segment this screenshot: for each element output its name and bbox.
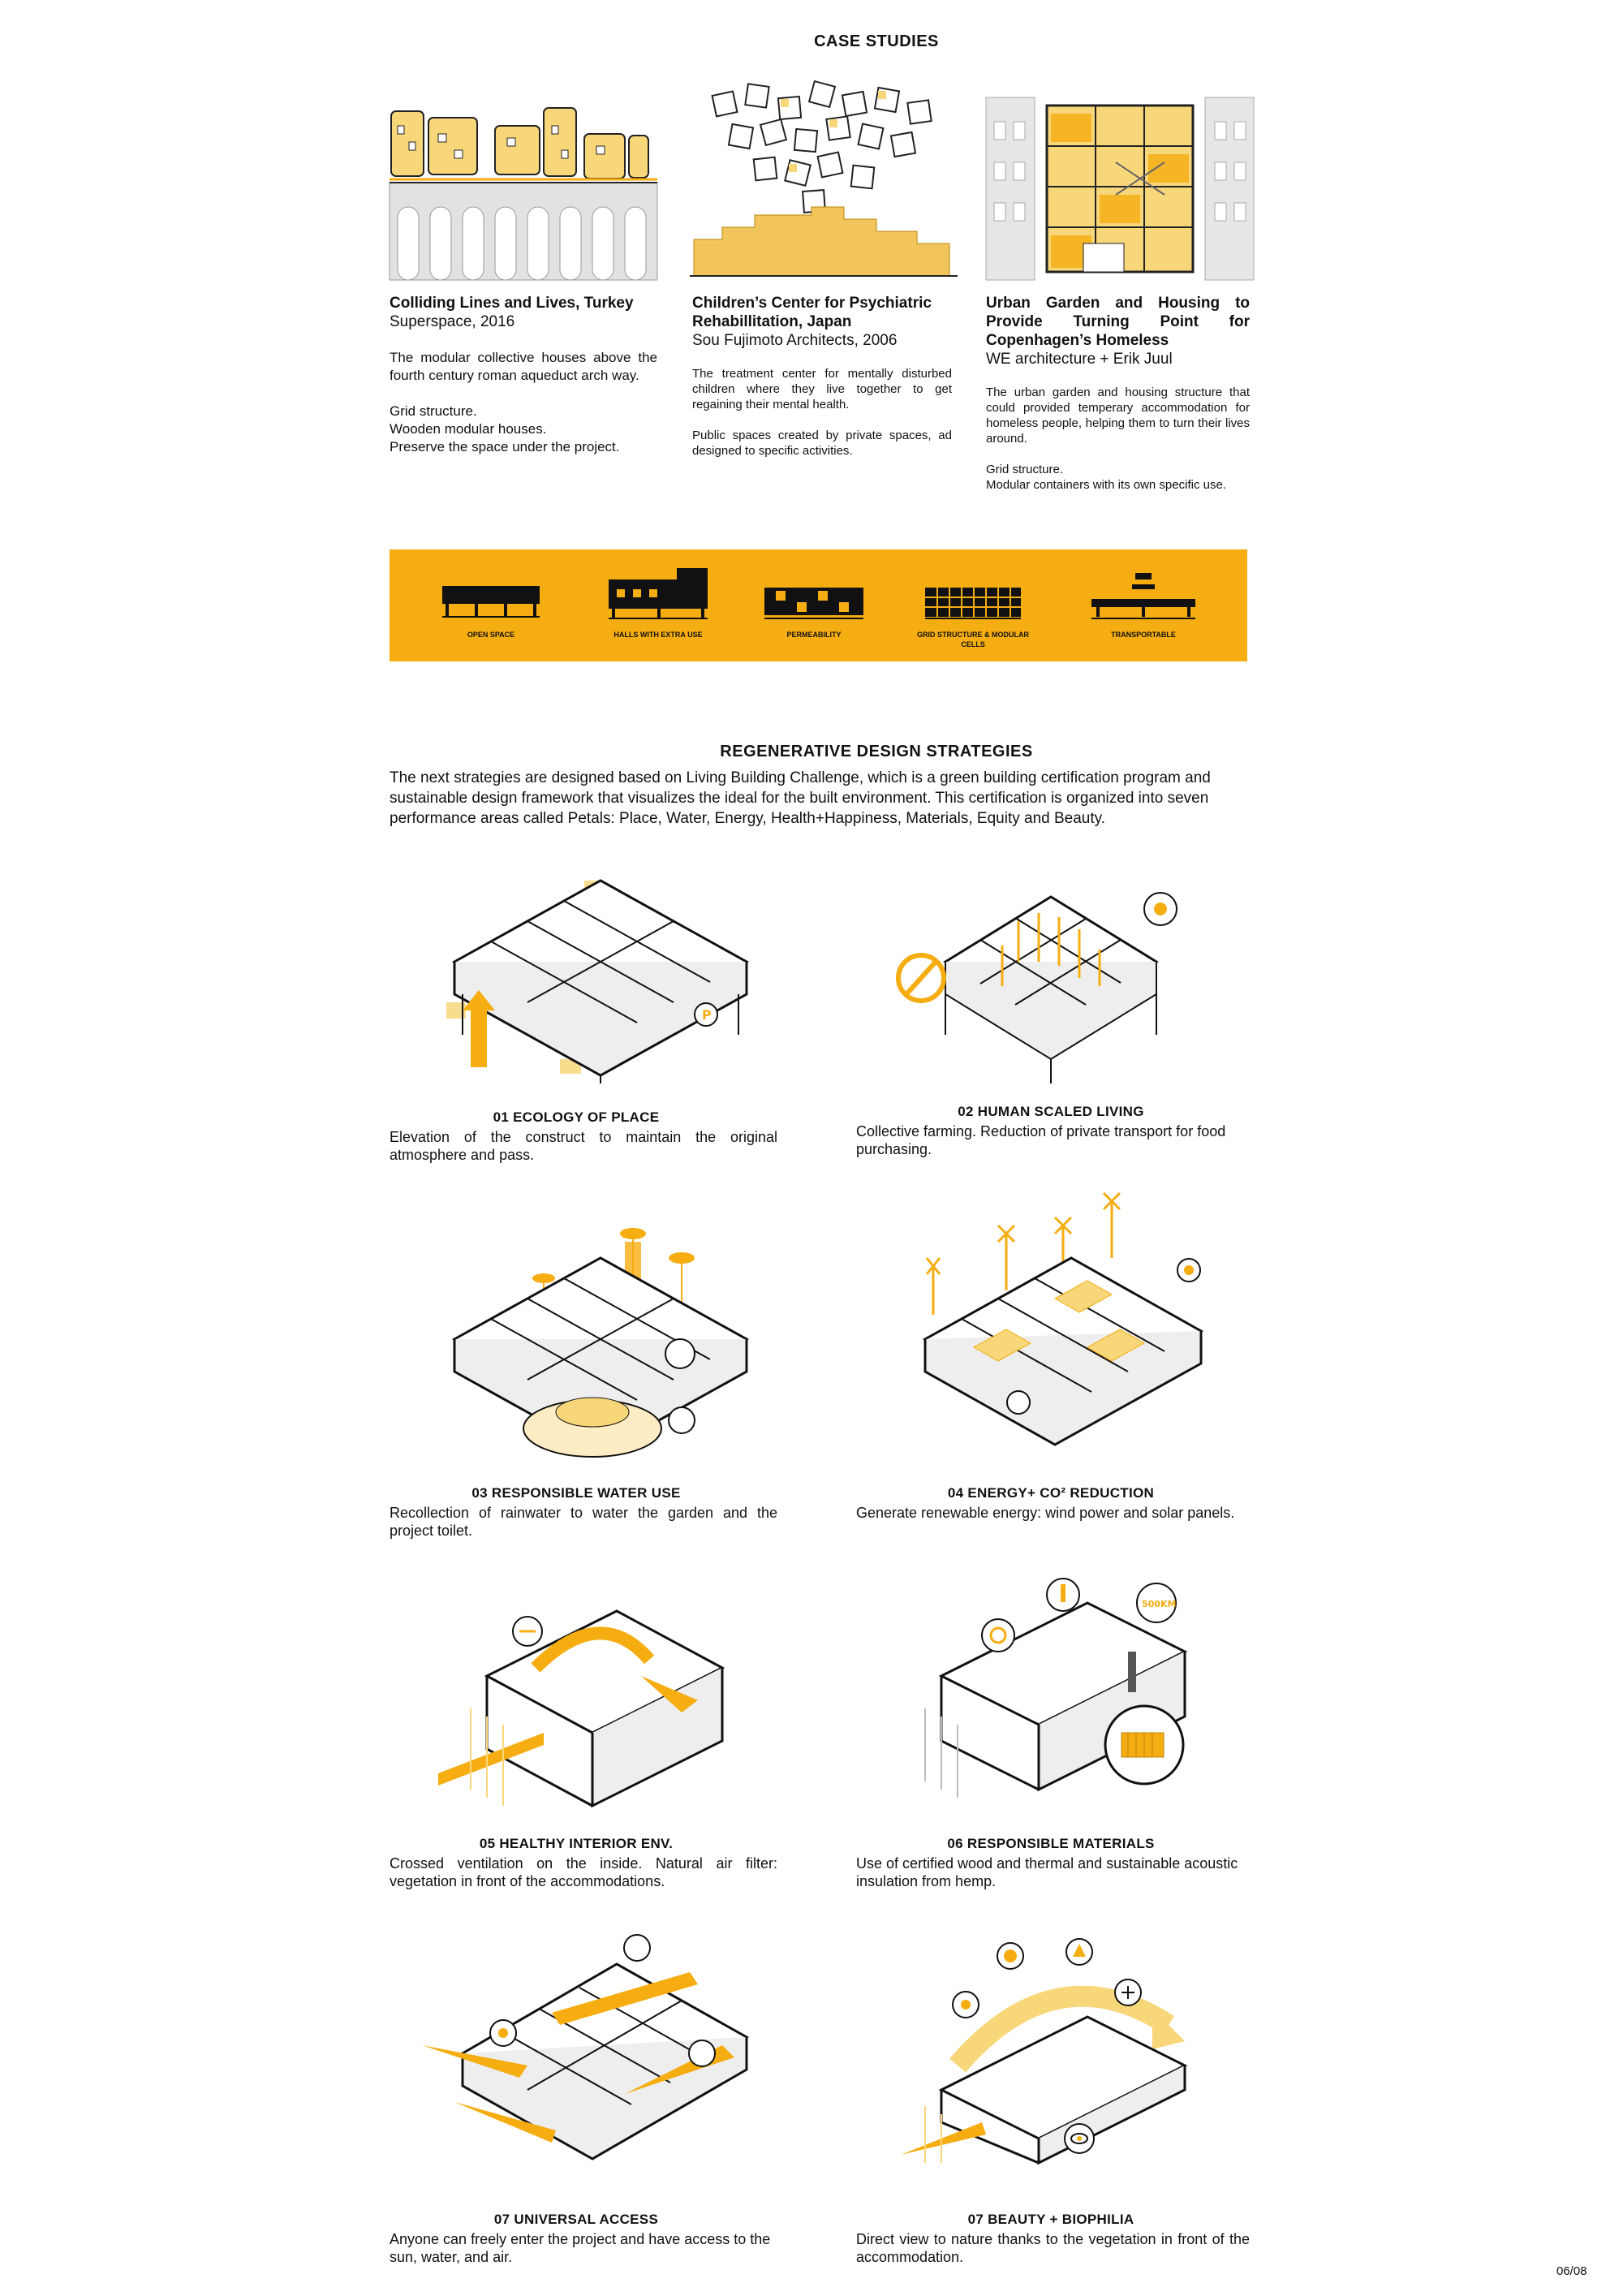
- strategies-heading: REGENERATIVE DESIGN STRATEGIES: [720, 743, 1033, 760]
- strategy-1-desc: Elevation of the construct to maintain the original atmosphere and pass.: [390, 1129, 777, 1163]
- case-study-2: [692, 294, 952, 459]
- strategy-3-desc: Recollection of rainwater to water the garden and the project toilet.: [390, 1505, 777, 1539]
- case-study-author: WE architecture + Erik Juul: [986, 351, 1173, 368]
- strategy-6-title: 06 RESPONSIBLE MATERIALS: [947, 1836, 1155, 1851]
- strategy-4-desc: Generate renewable energy: wind power and solar panels.: [856, 1505, 1235, 1521]
- diagram-human-scaled-living: [897, 872, 1205, 1083]
- strategy-8-title: 07 BEAUTY + BIOPHILIA: [967, 2212, 1134, 2227]
- diagram-universal-access: [422, 1923, 763, 2151]
- case-study-1: [390, 294, 657, 456]
- case-study-3: [986, 294, 1250, 493]
- svg-text:P: P: [702, 1007, 712, 1023]
- concept-label-halls-with-extra-use: HALLS WITH EXTRA USE: [613, 631, 703, 639]
- diagram-responsible-materials: [909, 1570, 1217, 1814]
- permeability-icon: [764, 588, 863, 620]
- case-study-image-aqueduct: [390, 101, 657, 280]
- diagram-responsible-water-use: [438, 1209, 763, 1469]
- case-study-description: The urban garden and housing structure that could provided temperary accommodation for homeless people, helping them to turn their lives around. Grid structure. Modular containers with its own specific use.: [986, 386, 1250, 492]
- case-studies-heading: CASE STUDIES: [814, 32, 939, 50]
- concept-label-grid-structure: GRID STRUCTURE & MODULAR CELLS: [917, 631, 1029, 648]
- strategy-7-title: 07 UNIVERSAL ACCESS: [493, 2212, 659, 2227]
- case-study-title: Urban Garden and Housing to Provide Turning Point for Copenhagen’s Homeless: [986, 295, 1250, 349]
- case-study-image-urban-housing: [986, 81, 1254, 280]
- strategy-4-title: 04 ENERGY+ CO² REDUCTION: [947, 1485, 1155, 1501]
- strategy-5-desc: Crossed ventilation on the inside. Natural air filter: vegetation in front of the accommodations.: [390, 1855, 777, 1889]
- halls-extra-use-icon: [609, 568, 708, 620]
- diagram-beauty-biophilia: [893, 1928, 1217, 2163]
- case-study-description: The treatment center for mentally disturbed children where they live together to get regaining their mental health. Public spaces created by private spaces, ad designed to specific activities.: [692, 367, 952, 458]
- strategies-intro: The next strategies are designed based on Living Building Challenge, which is a green building certification program and sustainable design framework that visualizes the ideal for the built environment. This certification is organized into seven performance areas called Petals: Place, Water, Energy, Health+Happiness, Materials, Equity and Beauty.: [390, 769, 1211, 827]
- strategy-6-desc: Use of certified wood and thermal and sustainable acoustic insulation from hemp.: [856, 1855, 1238, 1889]
- diagram-energy-co2-reduction: [909, 1193, 1217, 1453]
- open-space-icon: [442, 586, 540, 620]
- strategy-1-title: 01 ECOLOGY OF PLACE: [493, 1109, 660, 1125]
- strategy-2-desc: Collective farming. Reduction of private transport for food purchasing.: [856, 1123, 1226, 1157]
- case-study-title: Children’s Center for Psychiatric Rehabillitation, Japan: [692, 295, 932, 330]
- case-study-author: Sou Fujimoto Architects, 2006: [692, 332, 898, 349]
- diagram-ecology-of-place: [438, 872, 763, 1083]
- diagram-healthy-interior-env: [438, 1579, 747, 1822]
- concept-label-transportable: TRANSPORTABLE: [1111, 631, 1176, 639]
- strategy-8-desc: Direct view to nature thanks to the vegetation in front of the accommodation.: [856, 2231, 1250, 2265]
- case-study-description: The modular collective houses above the fourth century roman aqueduct arch way. Grid structure. Wooden modular houses. Preserve the space under the project.: [390, 350, 657, 454]
- case-study-title: Colliding Lines and Lives, Turkey: [390, 295, 634, 312]
- case-study-image-floating-cubes: [690, 77, 958, 280]
- grid-structure-icon: [925, 588, 1021, 620]
- transportable-icon: [1091, 573, 1195, 620]
- strategy-5-title: 05 HEALTHY INTERIOR ENV.: [479, 1836, 674, 1851]
- concept-label-permeability: PERMEABILITY: [786, 631, 842, 639]
- case-study-author: Superspace, 2016: [390, 313, 515, 330]
- distance-badge: 500KM: [1142, 1599, 1177, 1609]
- concept-label-open-space: OPEN SPACE: [467, 631, 515, 639]
- strategy-2-title: 02 HUMAN SCALED LIVING: [958, 1104, 1144, 1119]
- strategy-3-title: 03 RESPONSIBLE WATER USE: [471, 1485, 681, 1501]
- page-number: 06/08: [1556, 2264, 1587, 2278]
- strategy-7-desc: Anyone can freely enter the project and have access to the sun, water, and air.: [390, 2231, 771, 2265]
